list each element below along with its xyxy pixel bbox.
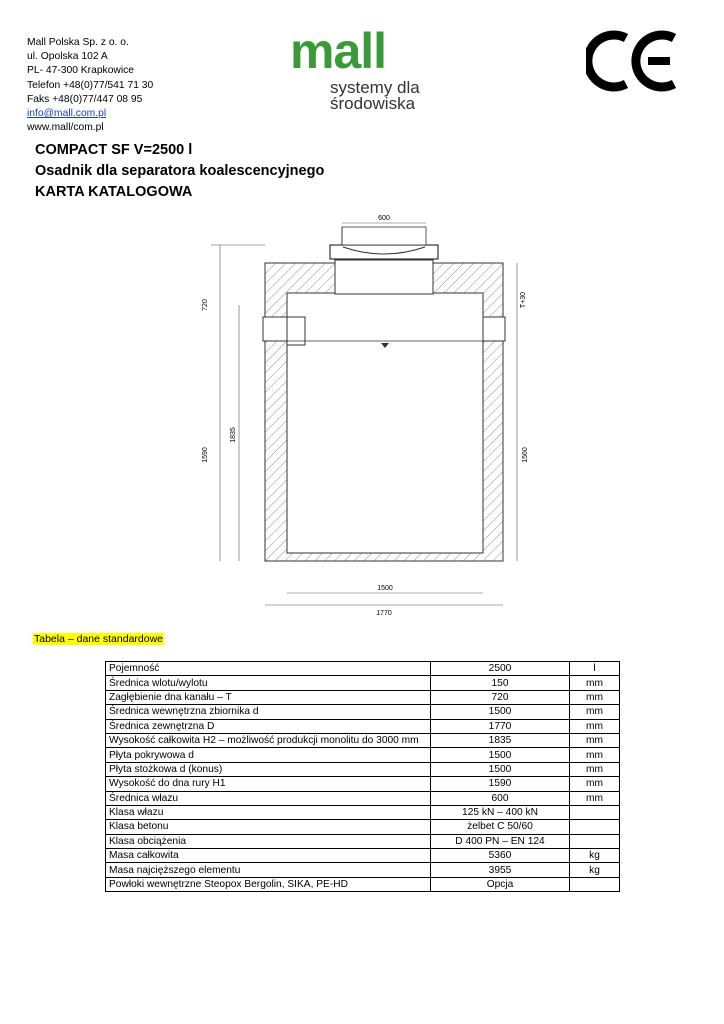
param-cell: Średnica wlotu/wylotu: [106, 676, 431, 690]
unit-cell: kg: [570, 849, 620, 863]
value-cell: żelbet C 50/60: [431, 820, 570, 834]
dim-channel-depth: 720: [202, 299, 209, 311]
tank-wall: [265, 263, 503, 561]
table-row: [106, 719, 620, 733]
value-cell: D 400 PN – EN 124: [431, 834, 570, 848]
value-cell: 125 kN – 400 kN: [431, 805, 570, 819]
logo-tagline-1: systemy dla: [330, 78, 420, 97]
outlet-pipe: [483, 317, 505, 341]
table-row: [106, 791, 620, 805]
table-row: [106, 834, 620, 848]
value-cell: 720: [431, 690, 570, 704]
unit-cell: [570, 834, 620, 848]
table-row: [106, 690, 620, 704]
table-row: [106, 676, 620, 690]
param-cell: Zagłębienie dna kanału – T: [106, 690, 431, 704]
title-line-1: COMPACT SF V=2500 l: [35, 142, 193, 158]
unit-cell: mm: [570, 719, 620, 733]
company-address: [27, 36, 153, 135]
value-cell: 3955: [431, 863, 570, 877]
table-row: [106, 820, 620, 834]
param-cell: Średnica zewnętrzna D: [106, 719, 431, 733]
param-cell: Klasa obciążenia: [106, 834, 431, 848]
unit-cell: [570, 805, 620, 819]
value-cell: 1590: [431, 777, 570, 791]
document-title: [35, 140, 324, 203]
dim-right-top: T+30: [520, 291, 527, 309]
unit-cell: mm: [570, 733, 620, 747]
param-cell: Masa całkowita: [106, 849, 431, 863]
unit-cell: mm: [570, 705, 620, 719]
mall-logo: [290, 23, 440, 116]
value-cell: 1835: [431, 733, 570, 747]
dim-manhole-width: 600: [378, 215, 390, 222]
unit-cell: mm: [570, 777, 620, 791]
value-cell: 1500: [431, 705, 570, 719]
unit-cell: kg: [570, 863, 620, 877]
unit-cell: l: [570, 662, 620, 676]
company-name: Mall Polska Sp. z o. o.: [27, 37, 129, 48]
ce-mark-icon: [586, 30, 680, 92]
value-cell: 2500: [431, 662, 570, 676]
table-row: [106, 777, 620, 791]
dim-inner-width: 1500: [377, 585, 393, 592]
logo-brand: mall: [290, 23, 387, 79]
company-fax: Faks +48(0)77/447 08 95: [27, 93, 143, 105]
unit-cell: mm: [570, 762, 620, 776]
value-cell: 1500: [431, 762, 570, 776]
dim-outer-width: 1770: [376, 610, 392, 617]
table-row: [106, 805, 620, 819]
dim-total-height: 1835: [230, 427, 237, 443]
company-email-link[interactable]: info@mall.com.pl: [27, 108, 107, 120]
table-row: [106, 877, 620, 891]
param-cell: Klasa betonu: [106, 820, 431, 834]
param-cell: Pojemność: [106, 662, 431, 676]
logo-tagline-2: środowiska: [330, 94, 416, 113]
title-line-3: KARTA KATALOGOWA: [35, 184, 193, 200]
value-cell: 1500: [431, 748, 570, 762]
value-cell: 600: [431, 791, 570, 805]
dim-right-height: 1560: [522, 447, 529, 463]
param-cell: Klasa włazu: [106, 805, 431, 819]
company-web: www.mall/com.pl: [27, 122, 104, 134]
param-cell: Powłoki wewnętrzne Steopox Bergolin, SIKA, PE-HD: [106, 877, 431, 891]
technical-drawing: [195, 205, 540, 625]
company-street: ul. Opolska 102 A: [27, 51, 108, 63]
unit-cell: [570, 877, 620, 891]
param-cell: Płyta stożkowa d (konus): [106, 762, 431, 776]
table-row: [106, 762, 620, 776]
param-cell: Wysokość całkowita H2 – możliwość produkcji monolitu do 3000 mm: [106, 733, 431, 747]
title-line-2: Osadnik dla separatora koalescencyjnego: [35, 163, 325, 179]
unit-cell: mm: [570, 748, 620, 762]
dim-pipe-height: 1590: [202, 447, 209, 463]
unit-cell: mm: [570, 676, 620, 690]
table-label: Tabela – dane standardowe: [34, 633, 164, 645]
table-row: [106, 748, 620, 762]
value-cell: 1770: [431, 719, 570, 733]
company-phone: Telefon +48(0)77/541 71 30: [27, 79, 154, 91]
param-cell: Średnica wewnętrzna zbiornika d: [106, 705, 431, 719]
table-row: [106, 733, 620, 747]
param-cell: Płyta pokrywowa d: [106, 748, 431, 762]
table-row: [106, 662, 620, 676]
unit-cell: mm: [570, 791, 620, 805]
unit-cell: mm: [570, 690, 620, 704]
value-cell: 150: [431, 676, 570, 690]
table-row: [106, 849, 620, 863]
spec-table: [105, 661, 620, 892]
company-city: PL- 47-300 Krapkowice: [27, 65, 135, 77]
param-cell: Masa najcięższego elementu: [106, 863, 431, 877]
param-cell: Średnica włazu: [106, 791, 431, 805]
table-row: [106, 705, 620, 719]
manhole-frame: [330, 245, 438, 259]
param-cell: Wysokość do dna rury H1: [106, 777, 431, 791]
inlet-pipe: [263, 317, 287, 341]
value-cell: Opcja: [431, 877, 570, 891]
unit-cell: [570, 820, 620, 834]
table-row: [106, 863, 620, 877]
value-cell: 5360: [431, 849, 570, 863]
